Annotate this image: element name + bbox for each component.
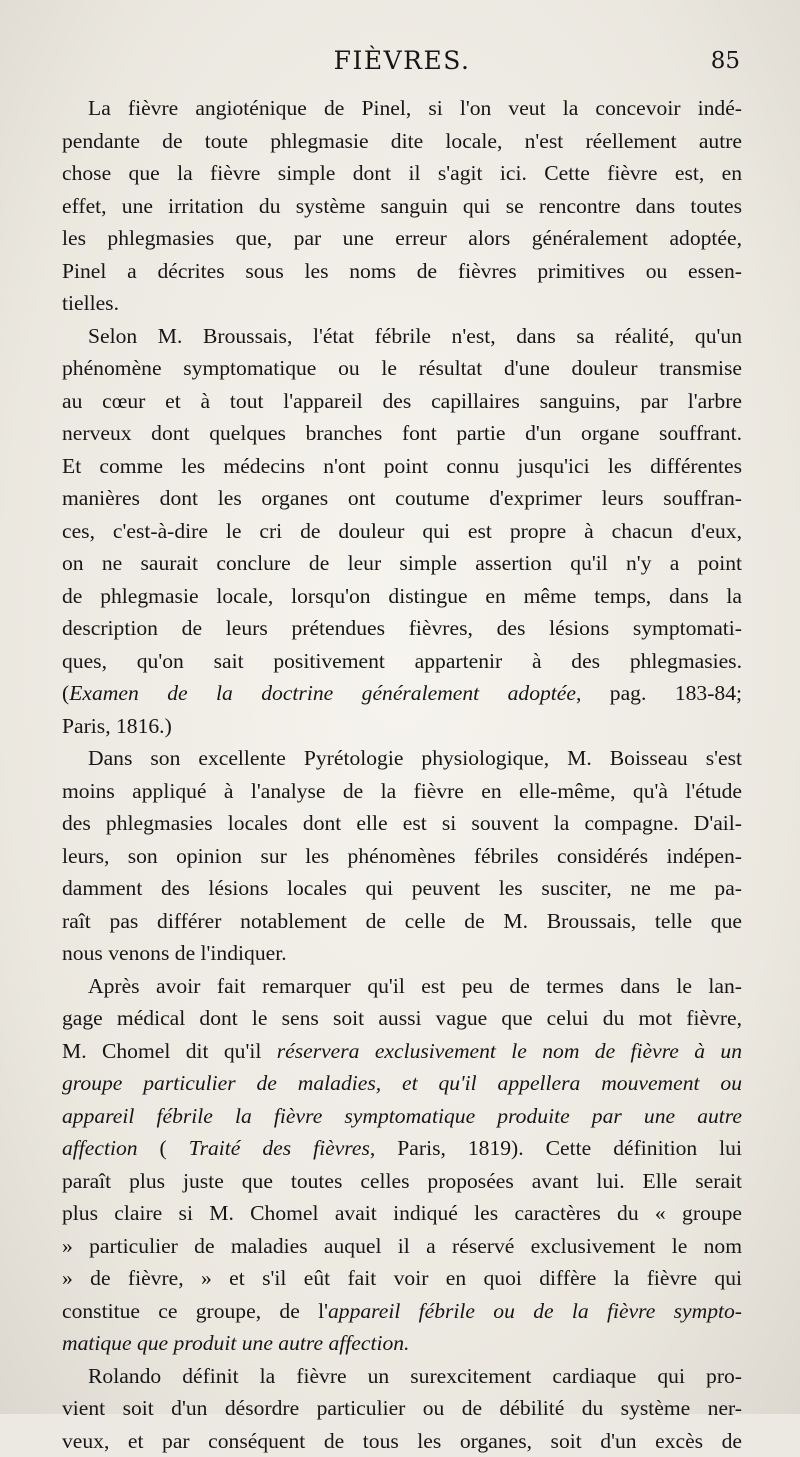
text-run: » particulier de maladies auquel il a réservé exclusivement le nom xyxy=(62,1234,742,1258)
text-line xyxy=(62,92,742,125)
text-run: nerveux dont quelques branches font partie d'un organe souffrant. xyxy=(62,421,742,445)
text-line xyxy=(62,1425,742,1457)
text-line xyxy=(62,547,742,580)
text-line xyxy=(62,417,742,450)
text-run: La fièvre angioténique de Pinel, si l'on veut la concevoir indé- xyxy=(88,96,742,120)
text-run: Et comme les médecins n'ont point connu jusqu'ici les différentes xyxy=(62,454,742,478)
text-run: ( xyxy=(62,681,69,705)
italic-run: réservera exclusivement le nom de fièvre à un xyxy=(277,1039,742,1063)
italic-run: Traité des fièvres xyxy=(189,1136,370,1160)
text-line xyxy=(62,1327,742,1360)
text-run: tielles. xyxy=(62,291,119,315)
text-run: Pinel a décrites sous les noms de fièvres primitives ou essen- xyxy=(62,259,742,283)
text-line xyxy=(62,352,742,385)
text-line xyxy=(62,775,742,808)
italic-run: affection xyxy=(62,1136,138,1160)
text-line xyxy=(62,1360,742,1393)
text-line xyxy=(62,742,742,775)
italic-run: appareil fébrile ou de la fièvre sympto- xyxy=(328,1299,742,1323)
text-run: description de leurs prétendues fièvres, des lésions symptomati- xyxy=(62,616,742,640)
text-run: ( xyxy=(138,1136,189,1160)
text-line xyxy=(62,450,742,483)
text-run: chose que la fièvre simple dont il s'agit ici. Cette fièvre est, en xyxy=(62,161,742,185)
text-line xyxy=(62,1230,742,1263)
paragraph xyxy=(62,742,742,970)
paragraph xyxy=(62,320,742,743)
text-run: ques, qu'on sait positivement appartenir à des phlegmasies. xyxy=(62,649,742,673)
text-run: effet, une irritation du système sanguin qui se rencontre dans toutes xyxy=(62,194,742,218)
text-line xyxy=(62,125,742,158)
text-run: paraît plus juste que toutes celles proposées avant lui. Elle serait xyxy=(62,1169,742,1193)
text-run: nous venons de l'indiquer. xyxy=(62,941,287,965)
text-line xyxy=(62,612,742,645)
text-run: phénomène symptomatique ou le résultat d'une douleur transmise xyxy=(62,356,742,380)
text-line xyxy=(62,1100,742,1133)
text-run: Rolando définit la fièvre un surexcitement cardiaque qui pro- xyxy=(88,1364,742,1388)
text-run: Paris, 1816.) xyxy=(62,714,172,738)
text-line xyxy=(62,1002,742,1035)
text-run: gage médical dont le sens soit aussi vague que celui du mot fièvre, xyxy=(62,1006,742,1030)
text-run: , Paris, 1819). Cette définition lui xyxy=(370,1136,742,1160)
text-line xyxy=(62,580,742,613)
text-run: damment des lésions locales qui peuvent les susciter, ne me pa- xyxy=(62,876,742,900)
text-run: Après avoir fait remarquer qu'il est peu de termes dans le lan- xyxy=(88,974,742,998)
text-run: , pag. 183-84; xyxy=(576,681,742,705)
text-run: pendante de toute phlegmasie dite locale, n'est réellement autre xyxy=(62,129,742,153)
text-run: raît pas différer notablement de celle de M. Broussais, telle que xyxy=(62,909,742,933)
text-line xyxy=(62,937,742,970)
text-line xyxy=(62,157,742,190)
text-line xyxy=(62,222,742,255)
text-line xyxy=(62,1262,742,1295)
text-run: vient soit d'un désordre particulier ou de débilité du système ner- xyxy=(62,1396,742,1420)
text-run: plus claire si M. Chomel avait indiqué les caractères du « groupe xyxy=(62,1201,742,1225)
text-run: M. Chomel dit qu'il xyxy=(62,1039,277,1063)
text-line xyxy=(62,645,742,678)
text-line xyxy=(62,840,742,873)
text-line xyxy=(62,385,742,418)
text-run: manières dont les organes ont coutume d'exprimer leurs souffran- xyxy=(62,486,742,510)
text-run: les phlegmasies que, par une erreur alors généralement adoptée, xyxy=(62,226,742,250)
text-line xyxy=(62,1132,742,1165)
text-line xyxy=(62,515,742,548)
text-run: leurs, son opinion sur les phénomènes fébriles considérés indépen- xyxy=(62,844,742,868)
text-run: Selon M. Broussais, l'état fébrile n'est, dans sa réalité, qu'un xyxy=(88,324,742,348)
text-line xyxy=(62,1067,742,1100)
text-body xyxy=(62,92,742,1457)
text-line xyxy=(62,320,742,353)
text-run: des phlegmasies locales dont elle est si souvent la compagne. D'ail- xyxy=(62,811,742,835)
page-header xyxy=(62,44,742,92)
page-number: 85 xyxy=(711,48,740,74)
text-line xyxy=(62,482,742,515)
paragraph xyxy=(62,970,742,1360)
italic-run: Examen de la doctrine généralement adoptée xyxy=(69,681,576,705)
text-run: » de fièvre, » et s'il eût fait voir en quoi diffère la fièvre qui xyxy=(62,1266,742,1290)
running-head: FIÈVRES. xyxy=(62,46,742,75)
text-line xyxy=(62,807,742,840)
text-line xyxy=(62,710,742,743)
text-line xyxy=(62,1197,742,1230)
text-run: de phlegmasie locale, lorsqu'on distingue en même temps, dans la xyxy=(62,584,742,608)
text-run: veux, et par conséquent de tous les organes, soit d'un excès de xyxy=(62,1429,742,1453)
italic-run: matique que produit une autre affection. xyxy=(62,1331,409,1355)
paragraph xyxy=(62,1360,742,1457)
text-line xyxy=(62,1392,742,1425)
text-line xyxy=(62,677,742,710)
text-line xyxy=(62,970,742,1003)
text-run: ces, c'est-à-dire le cri de douleur qui est propre à chacun d'eux, xyxy=(62,519,742,543)
italic-run: appareil fébrile la fièvre symptomatique produite par une autre xyxy=(62,1104,742,1128)
text-line xyxy=(62,905,742,938)
text-run: au cœur et à tout l'appareil des capillaires sanguins, par l'arbre xyxy=(62,389,742,413)
text-run: moins appliqué à l'analyse de la fièvre en elle-même, qu'à l'étude xyxy=(62,779,742,803)
text-run: on ne saurait conclure de leur simple assertion qu'il n'y a point xyxy=(62,551,742,575)
text-line xyxy=(62,287,742,320)
text-line xyxy=(62,1295,742,1328)
text-line xyxy=(62,255,742,288)
text-line xyxy=(62,1035,742,1068)
italic-run: groupe particulier de maladies, et qu'il appellera mouvement ou xyxy=(62,1071,742,1095)
text-line xyxy=(62,1165,742,1198)
paragraph xyxy=(62,92,742,320)
text-run: constitue ce groupe, de l' xyxy=(62,1299,328,1323)
text-line xyxy=(62,872,742,905)
text-line xyxy=(62,190,742,223)
text-run: Dans son excellente Pyrétologie physiologique, M. Boisseau s'est xyxy=(88,746,742,770)
